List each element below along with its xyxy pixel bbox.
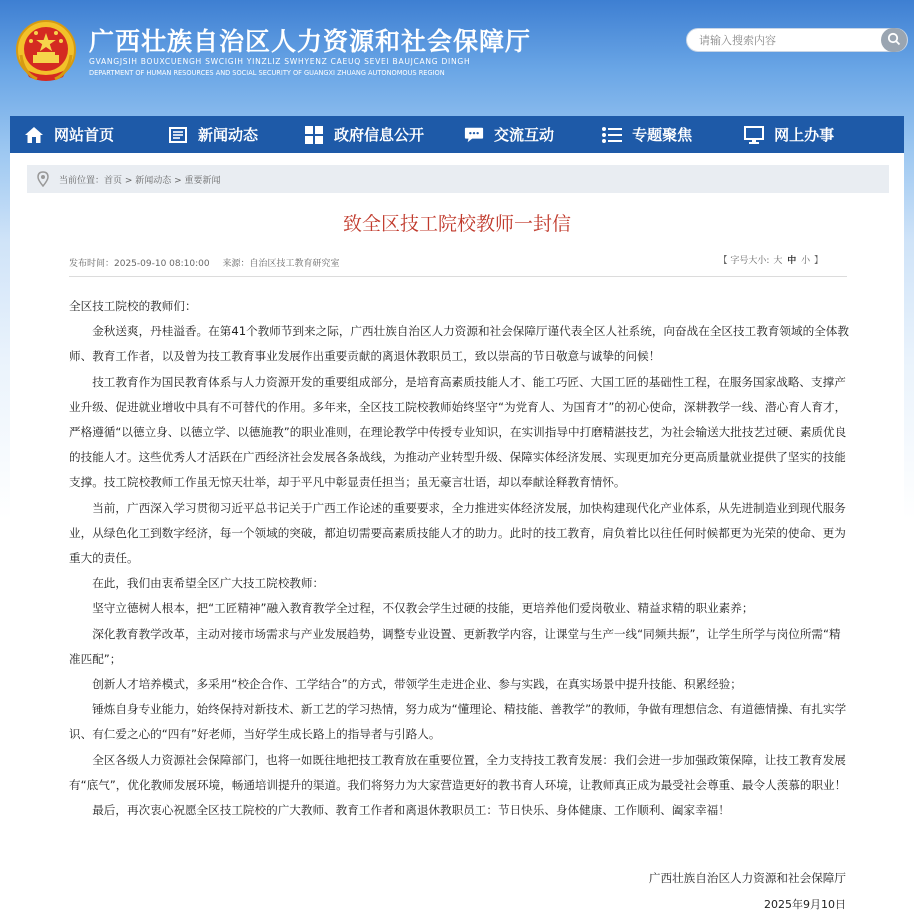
grid-icon: [304, 125, 324, 145]
article-source: 来源：自治区技工教育研究室: [222, 259, 340, 269]
nav-label: 交流互动: [494, 126, 555, 144]
nav-item-gov-info[interactable]: [304, 116, 424, 153]
nav-item-special-topics[interactable]: [602, 116, 692, 153]
article-paragraph: 技工教育作为国民教育体系与人力资源开发的重要组成部分，是培育高素质技能人才、能工巧匠、大国工匠的基础性工程，在服务国家战略、支撑产业升级、促进就业增收中具有不可替代的作用。多年来，全区技工院校教师始终坚守“为党育人、为国育才”的初心使命，深耕教学一线、潜心育人育才，严格遵循“以德立身、以德立学、以德施教”的职业准则，在理论教学中传授专业知识，在实训指导中打磨精湛技艺，为社会输送大批技艺过硬、素质优良的技能人才。这些优秀人才活跃在广西经济社会发展各条战线，为推动产业转型升级、保障实体经济发展、实现更加充分更高质量就业提供了坚实的技能支撑。技工院校教师工作虽无惊天壮举，却于平凡中彰显责任担当；虽无豪言壮语，却以奉献诠释教育情怀。: [69, 374, 847, 490]
font-size-suffix: 】: [813, 256, 823, 266]
nav-item-interaction[interactable]: [464, 116, 554, 153]
breadcrumb-text[interactable]: 当前位置：首页 > 新闻动态 > 重要新闻: [59, 176, 221, 186]
search-input[interactable]: [699, 32, 871, 49]
chat-icon: [464, 125, 484, 145]
article-paragraph: 全区各级人力资源社会保障部门，也将一如既往地把技工教育放在重要位置，全力支持技工教育发展：我们会进一步加强政策保障，让技工教育发展有“底气”，优化教师发展环境，畅通培训提升的渠道。我们将努力为大家营造更好的教书育人环境，让教师真正成为最受社会尊重、最令人羡慕的职业！: [69, 752, 847, 792]
search-box: [686, 28, 908, 52]
site-header: [0, 0, 914, 116]
article-body: [69, 294, 849, 823]
article-signature: 广西壮族自治区人力资源和社会保障厅: [648, 871, 846, 885]
nav-label: 新闻动态: [198, 126, 259, 144]
font-size-small[interactable]: 小: [801, 256, 811, 266]
search-button[interactable]: [881, 28, 907, 52]
article-paragraph: 坚守立德树人根本，把“工匠精神”融入教育教学全过程，不仅教会学生过硬的技能，更培养他们爱岗敬业、精益求精的职业素养；: [92, 601, 754, 616]
site-subtitle-zhuang: GVANGJSIH BOUXCUENGH SWCIGIH YINZLIZ SWHYENZ CAEUQ SEVEI BAUJCANG DINGH: [89, 57, 471, 66]
main-nav: [10, 116, 904, 153]
font-size-prefix: 【 字号大小:: [718, 256, 770, 266]
search-icon: [887, 31, 901, 50]
article-paragraph: 金秋送爽，丹桂溢香。在第41个教师节到来之际，广西壮族自治区人力资源和社会保障厅谨代表全区人社系统，向奋战在全区技工教育领域的全体教师、教育工作者，以及曾为技工教育事业发展作出重要贡献的离退休教职员工，致以崇高的节日敬意与诚挚的问候！: [69, 324, 849, 364]
article-paragraph: 创新人才培养模式，多采用“校企合作、工学结合”的方式，带领学生走进企业、参与实践，在真实场景中提升技能、积累经验；: [92, 677, 742, 692]
nav-item-home[interactable]: [24, 116, 114, 153]
home-icon: [24, 125, 44, 145]
monitor-icon: [744, 125, 764, 145]
location-pin-icon: [37, 171, 49, 191]
site-subtitle-english: DEPARTMENT OF HUMAN RESOURCES AND SOCIAL SECURITY OF GUANGXI ZHUANG AUTONOMOUS REGION: [89, 69, 445, 77]
article-paragraph: 深化教育教学改革，主动对接市场需求与产业发展趋势，调整专业设置、更新教学内容，让课堂与生产一线“同频共振”，让学生所学与岗位所需“精准匹配”；: [69, 626, 841, 666]
national-emblem-icon[interactable]: [15, 19, 77, 85]
article-paragraph: 在此，我们由衷希望全区广大技工院校教师：: [92, 576, 325, 591]
nav-label: 专题聚焦: [632, 126, 693, 144]
nav-item-online-services[interactable]: [744, 116, 834, 153]
font-size-large[interactable]: 大: [773, 256, 783, 266]
nav-label: 网上办事: [774, 126, 835, 144]
main-content: [10, 153, 904, 916]
article-date: 2025年9月10日: [764, 898, 846, 911]
news-icon: [168, 125, 188, 145]
article-paragraph: 当前，广西深入学习贯彻习近平总书记关于广西工作论述的重要要求，全力推进实体经济发展，加快构建现代化产业体系，从先进制造业到现代服务业，从绿色化工到数字经济，每一个领域的突破，都迫切需要高素质技能人才的助力。此时的技工教育，肩负着比以往任何时候都更为光荣的使命、更为重大的责任。: [69, 500, 846, 566]
list-icon: [602, 125, 622, 145]
article-paragraph: 最后，再次衷心祝愿全区技工院校的广大教师、教育工作者和离退休教职员工：节日快乐、身体健康、工作顺利、阖家幸福！: [92, 803, 730, 818]
font-size-medium[interactable]: 中: [787, 256, 797, 266]
article-meta-info: [69, 256, 349, 269]
nav-item-news[interactable]: [168, 116, 258, 153]
article-title: 致全区技工院校教师一封信: [342, 213, 571, 235]
site-title[interactable]: 广西壮族自治区人力资源和社会保障厅: [89, 27, 532, 56]
font-size-selector: [719, 253, 823, 266]
breadcrumb: [27, 165, 889, 193]
article-paragraph: 锤炼自身专业能力，始终保持对新技术、新工艺的学习热情，努力成为“懂理论、精技能、善教学”的教师，争做有理想信念、有道德情操、有扎实学识、有仁爱之心的“四有”好老师，当好学生成长路上的指导者与引路人。: [69, 702, 847, 742]
salutation: 全区技工院校的教师们：: [69, 299, 197, 313]
publish-time: 发布时间：2025-09-10 08:10:00: [69, 259, 210, 269]
nav-label: 网站首页: [54, 126, 115, 144]
article-meta: [69, 251, 847, 277]
nav-label: 政府信息公开: [334, 126, 425, 144]
